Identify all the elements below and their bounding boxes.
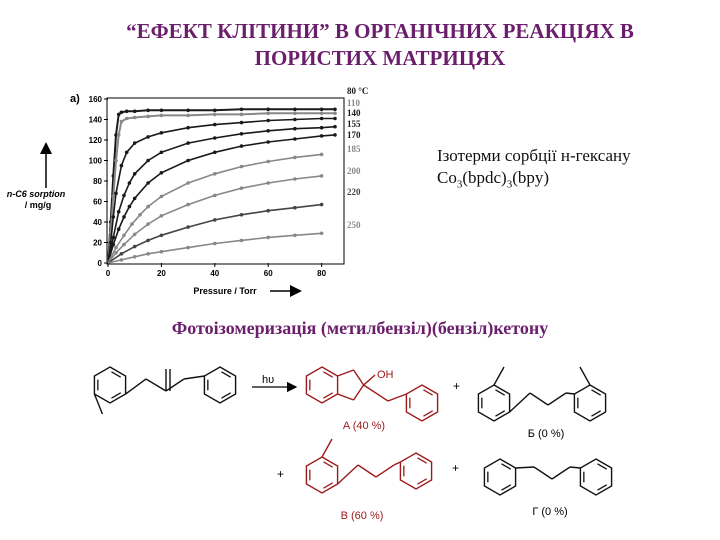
data-point xyxy=(293,118,297,122)
benzene-ring-start-right xyxy=(204,367,235,403)
data-point xyxy=(186,203,190,207)
reaction-subtitle: Фотоізомеризація (метилбензіл)(бензіл)кетону xyxy=(171,318,549,338)
benzene-ring-product-g-left xyxy=(484,459,515,495)
x-tick-label: 80 xyxy=(317,269,327,278)
y-tick-label: 60 xyxy=(93,197,102,207)
data-point xyxy=(117,210,121,214)
benzene-ring-product-v-left xyxy=(306,457,337,493)
y-tick-label: 20 xyxy=(93,238,102,248)
series-line xyxy=(108,113,335,263)
bond xyxy=(530,393,548,405)
title-line-1: “ЕФЕКТ КЛІТИНИ” В ОРГАНІЧНИХ РЕАКЦІЯХ В xyxy=(126,19,634,43)
data-point xyxy=(122,215,126,219)
series-line xyxy=(108,233,322,263)
data-point xyxy=(266,108,270,112)
data-point xyxy=(130,222,134,226)
series-label: 220 xyxy=(347,187,361,197)
data-point xyxy=(120,111,124,115)
reaction-arrow-label: hυ xyxy=(262,374,275,386)
bond xyxy=(510,393,530,412)
bond xyxy=(566,393,574,394)
data-point xyxy=(160,171,164,175)
data-point xyxy=(125,151,129,155)
data-point xyxy=(160,250,164,254)
x-tick-label: 60 xyxy=(263,269,273,278)
y-axis-label-line-1: n-C6 sorption xyxy=(6,189,66,199)
data-point xyxy=(293,206,297,210)
hydroxyl-label: OH xyxy=(377,369,394,381)
data-point xyxy=(160,109,164,113)
data-point xyxy=(120,258,124,262)
y-tick-label: 140 xyxy=(88,115,102,125)
data-point xyxy=(333,125,337,129)
data-point xyxy=(138,213,142,217)
product-b-label: Б (0 %) xyxy=(527,428,565,440)
data-point xyxy=(112,243,116,247)
product-v-label: В (60 %) xyxy=(340,510,384,522)
data-point xyxy=(320,126,324,130)
data-point xyxy=(186,181,190,185)
data-point xyxy=(240,121,244,125)
y-tick-label: 100 xyxy=(88,156,102,166)
y-tick-label: 160 xyxy=(88,95,102,104)
data-point xyxy=(146,181,150,185)
data-point xyxy=(146,159,150,163)
bond xyxy=(394,462,400,465)
series-label: 185 xyxy=(347,144,361,154)
panel-label: a) xyxy=(70,93,80,105)
caption-text: Ізотерми сорбції н-гексану xyxy=(437,146,631,165)
series-label: 110 xyxy=(347,98,361,108)
data-point xyxy=(320,108,324,112)
data-point xyxy=(133,255,137,259)
benzene-ring-product-b-left xyxy=(478,385,509,421)
bond xyxy=(570,467,580,468)
data-point xyxy=(213,242,217,246)
sorption-isotherm-chart xyxy=(0,80,380,302)
data-point xyxy=(160,131,164,135)
data-point xyxy=(186,159,190,163)
data-point xyxy=(320,112,324,116)
data-point xyxy=(320,153,324,157)
bond xyxy=(376,465,394,477)
data-point xyxy=(240,113,244,117)
data-point xyxy=(266,112,270,116)
data-point xyxy=(266,129,270,133)
data-point xyxy=(293,127,297,131)
benzene-ring-product-g-right xyxy=(580,459,611,495)
data-point xyxy=(293,234,297,238)
data-point xyxy=(240,165,244,169)
bond xyxy=(338,394,354,400)
data-point xyxy=(213,123,217,127)
bond xyxy=(494,367,504,385)
data-point xyxy=(133,141,137,145)
data-point xyxy=(146,205,150,209)
data-point xyxy=(122,194,126,198)
data-point xyxy=(114,251,118,255)
data-point xyxy=(186,114,190,118)
data-point xyxy=(293,177,297,181)
series-label: 155 xyxy=(347,119,361,129)
data-point xyxy=(293,156,297,160)
data-point xyxy=(320,203,324,207)
data-point xyxy=(333,108,337,112)
data-point xyxy=(146,222,150,226)
data-point xyxy=(112,215,116,219)
data-point xyxy=(186,225,190,229)
data-point xyxy=(160,195,164,199)
data-point xyxy=(320,134,324,138)
data-point xyxy=(122,234,126,238)
bond xyxy=(354,385,364,400)
data-point xyxy=(213,136,217,140)
data-point xyxy=(120,120,124,124)
data-point xyxy=(160,114,164,118)
x-axis-label: Pressure / Torr xyxy=(193,286,257,296)
data-point xyxy=(146,109,150,113)
data-point xyxy=(320,117,324,121)
series-label: 170 xyxy=(347,130,361,140)
data-point xyxy=(320,174,324,178)
data-point xyxy=(122,243,126,247)
data-point xyxy=(112,195,116,199)
data-point xyxy=(114,246,118,250)
data-point xyxy=(240,239,244,243)
data-point xyxy=(146,135,150,139)
data-point xyxy=(240,213,244,217)
data-point xyxy=(333,112,337,116)
data-point xyxy=(186,246,190,250)
data-point xyxy=(117,133,121,137)
bond xyxy=(552,467,570,479)
product-g-label: Г (0 %) xyxy=(532,506,568,518)
data-point xyxy=(128,181,132,185)
x-tick-label: 20 xyxy=(156,269,166,278)
data-point xyxy=(266,140,270,144)
bond xyxy=(516,467,534,468)
bond xyxy=(338,465,358,484)
data-point xyxy=(133,233,137,237)
bond xyxy=(354,370,364,385)
isotherm-caption xyxy=(437,145,631,195)
bond xyxy=(184,376,204,379)
y-tick-label: 120 xyxy=(88,136,102,145)
data-point xyxy=(125,117,129,121)
data-point xyxy=(114,192,118,196)
benzene-ring-product-a xyxy=(306,367,337,403)
data-point xyxy=(213,172,217,176)
caption-formula: $Co_3(bpdc)_3(bpy)$ xyxy=(437,168,550,191)
bond xyxy=(338,370,354,376)
bond xyxy=(126,379,146,394)
data-point xyxy=(160,234,164,238)
y-tick-label: 80 xyxy=(93,177,102,186)
data-point xyxy=(240,186,244,190)
data-point xyxy=(133,172,137,176)
bond xyxy=(146,379,166,391)
bond xyxy=(534,467,552,479)
data-point xyxy=(213,151,217,155)
data-point xyxy=(293,108,297,112)
plus-sign-3: + xyxy=(452,461,460,475)
data-point xyxy=(120,252,124,256)
data-point xyxy=(320,232,324,236)
data-point xyxy=(186,109,190,113)
bond xyxy=(322,439,332,457)
data-point xyxy=(160,151,164,155)
benzene-ring-product-v-right xyxy=(400,453,431,489)
y-axis-label-line-2: / mg/g xyxy=(24,200,52,210)
bond xyxy=(358,465,376,477)
data-point xyxy=(186,141,190,145)
series-label: 250 xyxy=(347,220,361,230)
data-point xyxy=(293,137,297,141)
data-point xyxy=(114,159,118,163)
series-line xyxy=(108,109,335,263)
data-point xyxy=(266,209,270,213)
data-point xyxy=(133,245,137,249)
benzene-ring-product-b-right xyxy=(574,385,605,421)
data-point xyxy=(213,113,217,117)
series-label: 140 xyxy=(347,108,361,118)
x-tick-label: 0 xyxy=(105,269,111,278)
bond xyxy=(548,393,566,405)
plus-sign-1: + xyxy=(453,379,461,393)
data-point xyxy=(133,116,137,120)
data-point xyxy=(213,194,217,198)
data-point xyxy=(333,117,337,121)
data-point xyxy=(293,112,297,116)
y-tick-label: 0 xyxy=(97,259,102,268)
benzene-ring-product-a-phenyl xyxy=(406,385,437,421)
data-point xyxy=(146,239,150,243)
data-point xyxy=(266,160,270,164)
data-point xyxy=(125,110,129,114)
bond xyxy=(580,367,590,385)
x-tick-label: 40 xyxy=(210,269,220,278)
page-title xyxy=(60,18,700,72)
series-label: 200 xyxy=(347,166,361,176)
data-point xyxy=(120,164,124,168)
data-point xyxy=(240,108,244,112)
data-point xyxy=(133,110,137,114)
data-point xyxy=(128,205,132,209)
data-point xyxy=(240,132,244,136)
product-a-label: A (40 %) xyxy=(342,420,386,432)
y-tick-label: 40 xyxy=(93,218,102,227)
data-point xyxy=(266,119,270,123)
data-point xyxy=(213,218,217,222)
bond xyxy=(364,375,375,385)
plot-layer xyxy=(89,86,369,278)
data-point xyxy=(333,133,337,137)
data-point xyxy=(146,115,150,119)
title-line-2: ПОРИСТИХ МАТРИЦЯХ xyxy=(254,46,506,70)
plus-sign-2: + xyxy=(277,467,285,481)
data-point xyxy=(266,181,270,185)
data-point xyxy=(146,252,150,256)
data-point xyxy=(240,144,244,148)
benzene-ring-start-left xyxy=(94,367,125,403)
series-label: 80 °C xyxy=(347,86,369,96)
data-point xyxy=(266,236,270,240)
reaction-scheme xyxy=(0,345,720,540)
data-point xyxy=(213,109,217,113)
bond xyxy=(388,394,406,401)
bond xyxy=(166,379,184,391)
data-point xyxy=(160,214,164,218)
data-point xyxy=(117,227,121,231)
data-point xyxy=(186,126,190,130)
bond xyxy=(364,385,388,401)
plot-frame xyxy=(107,98,344,264)
data-point xyxy=(133,197,137,201)
